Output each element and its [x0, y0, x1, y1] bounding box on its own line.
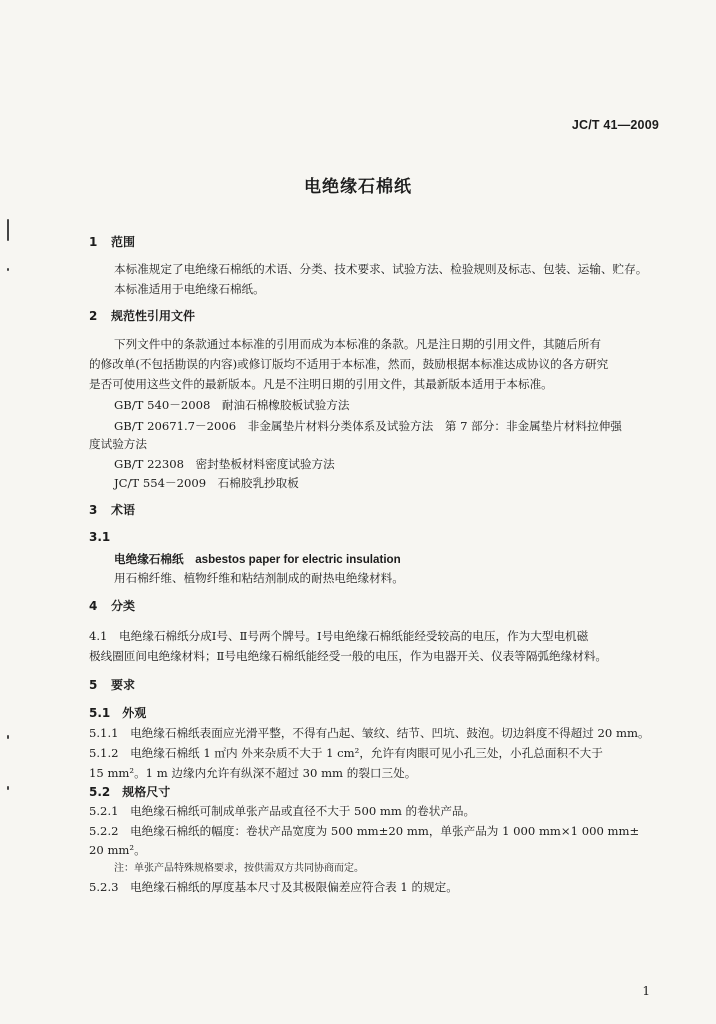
section-heading [89, 501, 135, 518]
section-heading [89, 597, 135, 614]
clause: 5.2.2 电绝缘石棉纸的幅度：卷状产品宽度为 500 mm±20 mm，单张产品为 1 000 mm×1 000 mm± [89, 824, 640, 838]
reference-item: 度试验方法 [89, 437, 147, 451]
paragraph: 下列文件中的条款通过本标准的引用而成为本标准的条款。凡是注日期的引用文件，其随后所有 [114, 337, 601, 351]
paragraph: 是否可使用这些文件的最新版本。凡是不注明日期的引用文件，其最新版本适用于本标准。 [89, 377, 553, 391]
paragraph: 极线圈匝间电绝缘材料；Ⅱ号电绝缘石棉纸能经受一般的电压，作为电器开关、仪表等隔弧绝缘材料。 [89, 649, 608, 663]
section-number: 2 [89, 309, 98, 323]
clause: 20 mm²。 [89, 843, 146, 857]
section-title: 要求 [111, 678, 136, 692]
section-title: 分类 [111, 599, 136, 613]
reference-item: GB/T 20671.7－2006 非金属垫片材料分类体系及试验方法 第 7 部分：非金属垫片材料拉伸强 [114, 419, 622, 433]
subsection-number: 3.1 [89, 530, 111, 544]
term-english: asbestos paper for electric insulation [195, 553, 401, 566]
term-entry [114, 549, 401, 570]
reference-item: GB/T 22308 密封垫板材料密度试验方法 [114, 457, 335, 471]
section-heading [89, 676, 135, 693]
clause: 5.2.1 电绝缘石棉纸可制成单张产品或直径不大于 500 mm 的卷状产品。 [89, 804, 476, 818]
subsection-heading: 5.1 外观 [89, 706, 147, 720]
section-number: 1 [89, 235, 98, 249]
reference-item: JC/T 554－2009 石棉胶乳抄取板 [114, 476, 299, 490]
section-number: 5 [89, 678, 98, 692]
paragraph: 4.1 电绝缘石棉纸分成Ⅰ号、Ⅱ号两个牌号。Ⅰ号电绝缘石棉纸能经受较高的电压，作为大型电机磁 [89, 629, 589, 643]
standard-code: JC/T 41—2009 [571, 118, 659, 132]
clause: 15 mm²。1 m 边缘内允许有纵深不超过 30 mm 的裂口三处。 [89, 766, 417, 780]
section-heading [89, 233, 135, 250]
subsection-heading: 5.2 规格尺寸 [89, 785, 171, 799]
clause: 5.1.2 电绝缘石棉纸 1 ㎡内 外来杂质不大于 1 cm²，允许有肉眼可见小孔三处，小孔总面积不大于 [89, 746, 603, 760]
section-number: 3 [89, 503, 98, 517]
paragraph: 本标准规定了电绝缘石棉纸的术语、分类、技术要求、试验方法、检验规则及标志、包装、运输、贮存。 [114, 262, 648, 276]
section-title: 术语 [111, 503, 136, 517]
note: 注：单张产品特殊规格要求，按供需双方共同协商而定。 [114, 863, 364, 874]
page-number: 1 [642, 984, 650, 998]
section-title: 范围 [111, 235, 136, 249]
scan-mark [7, 735, 9, 739]
document-title: 电绝缘石棉纸 [304, 177, 412, 197]
section-title: 规范性引用文件 [111, 309, 196, 323]
paragraph: 本标准适用于电绝缘石棉纸。 [114, 282, 265, 296]
term-chinese: 电绝缘石棉纸 [114, 552, 184, 566]
clause: 5.2.3 电绝缘石棉纸的厚度基本尺寸及其极限偏差应符合表 1 的规定。 [89, 880, 458, 894]
scan-mark [7, 786, 9, 790]
term-definition: 用石棉纤维、植物纤维和粘结剂制成的耐热电绝缘材料。 [114, 571, 404, 585]
section-heading [89, 307, 195, 324]
scan-mark [7, 219, 9, 241]
scan-mark [7, 268, 9, 271]
paragraph: 的修改单(不包括勘误的内容)或修订版均不适用于本标准，然而，鼓励根据本标准达成协议的各方研究 [89, 357, 609, 371]
section-number: 4 [89, 599, 98, 613]
reference-item: GB/T 540－2008 耐油石棉橡胶板试验方法 [114, 398, 350, 412]
clause: 5.1.1 电绝缘石棉纸表面应光滑平整，不得有凸起、皱纹、结节、凹坑、鼓泡。切边斜度不得超过 20 mm。 [89, 726, 650, 740]
